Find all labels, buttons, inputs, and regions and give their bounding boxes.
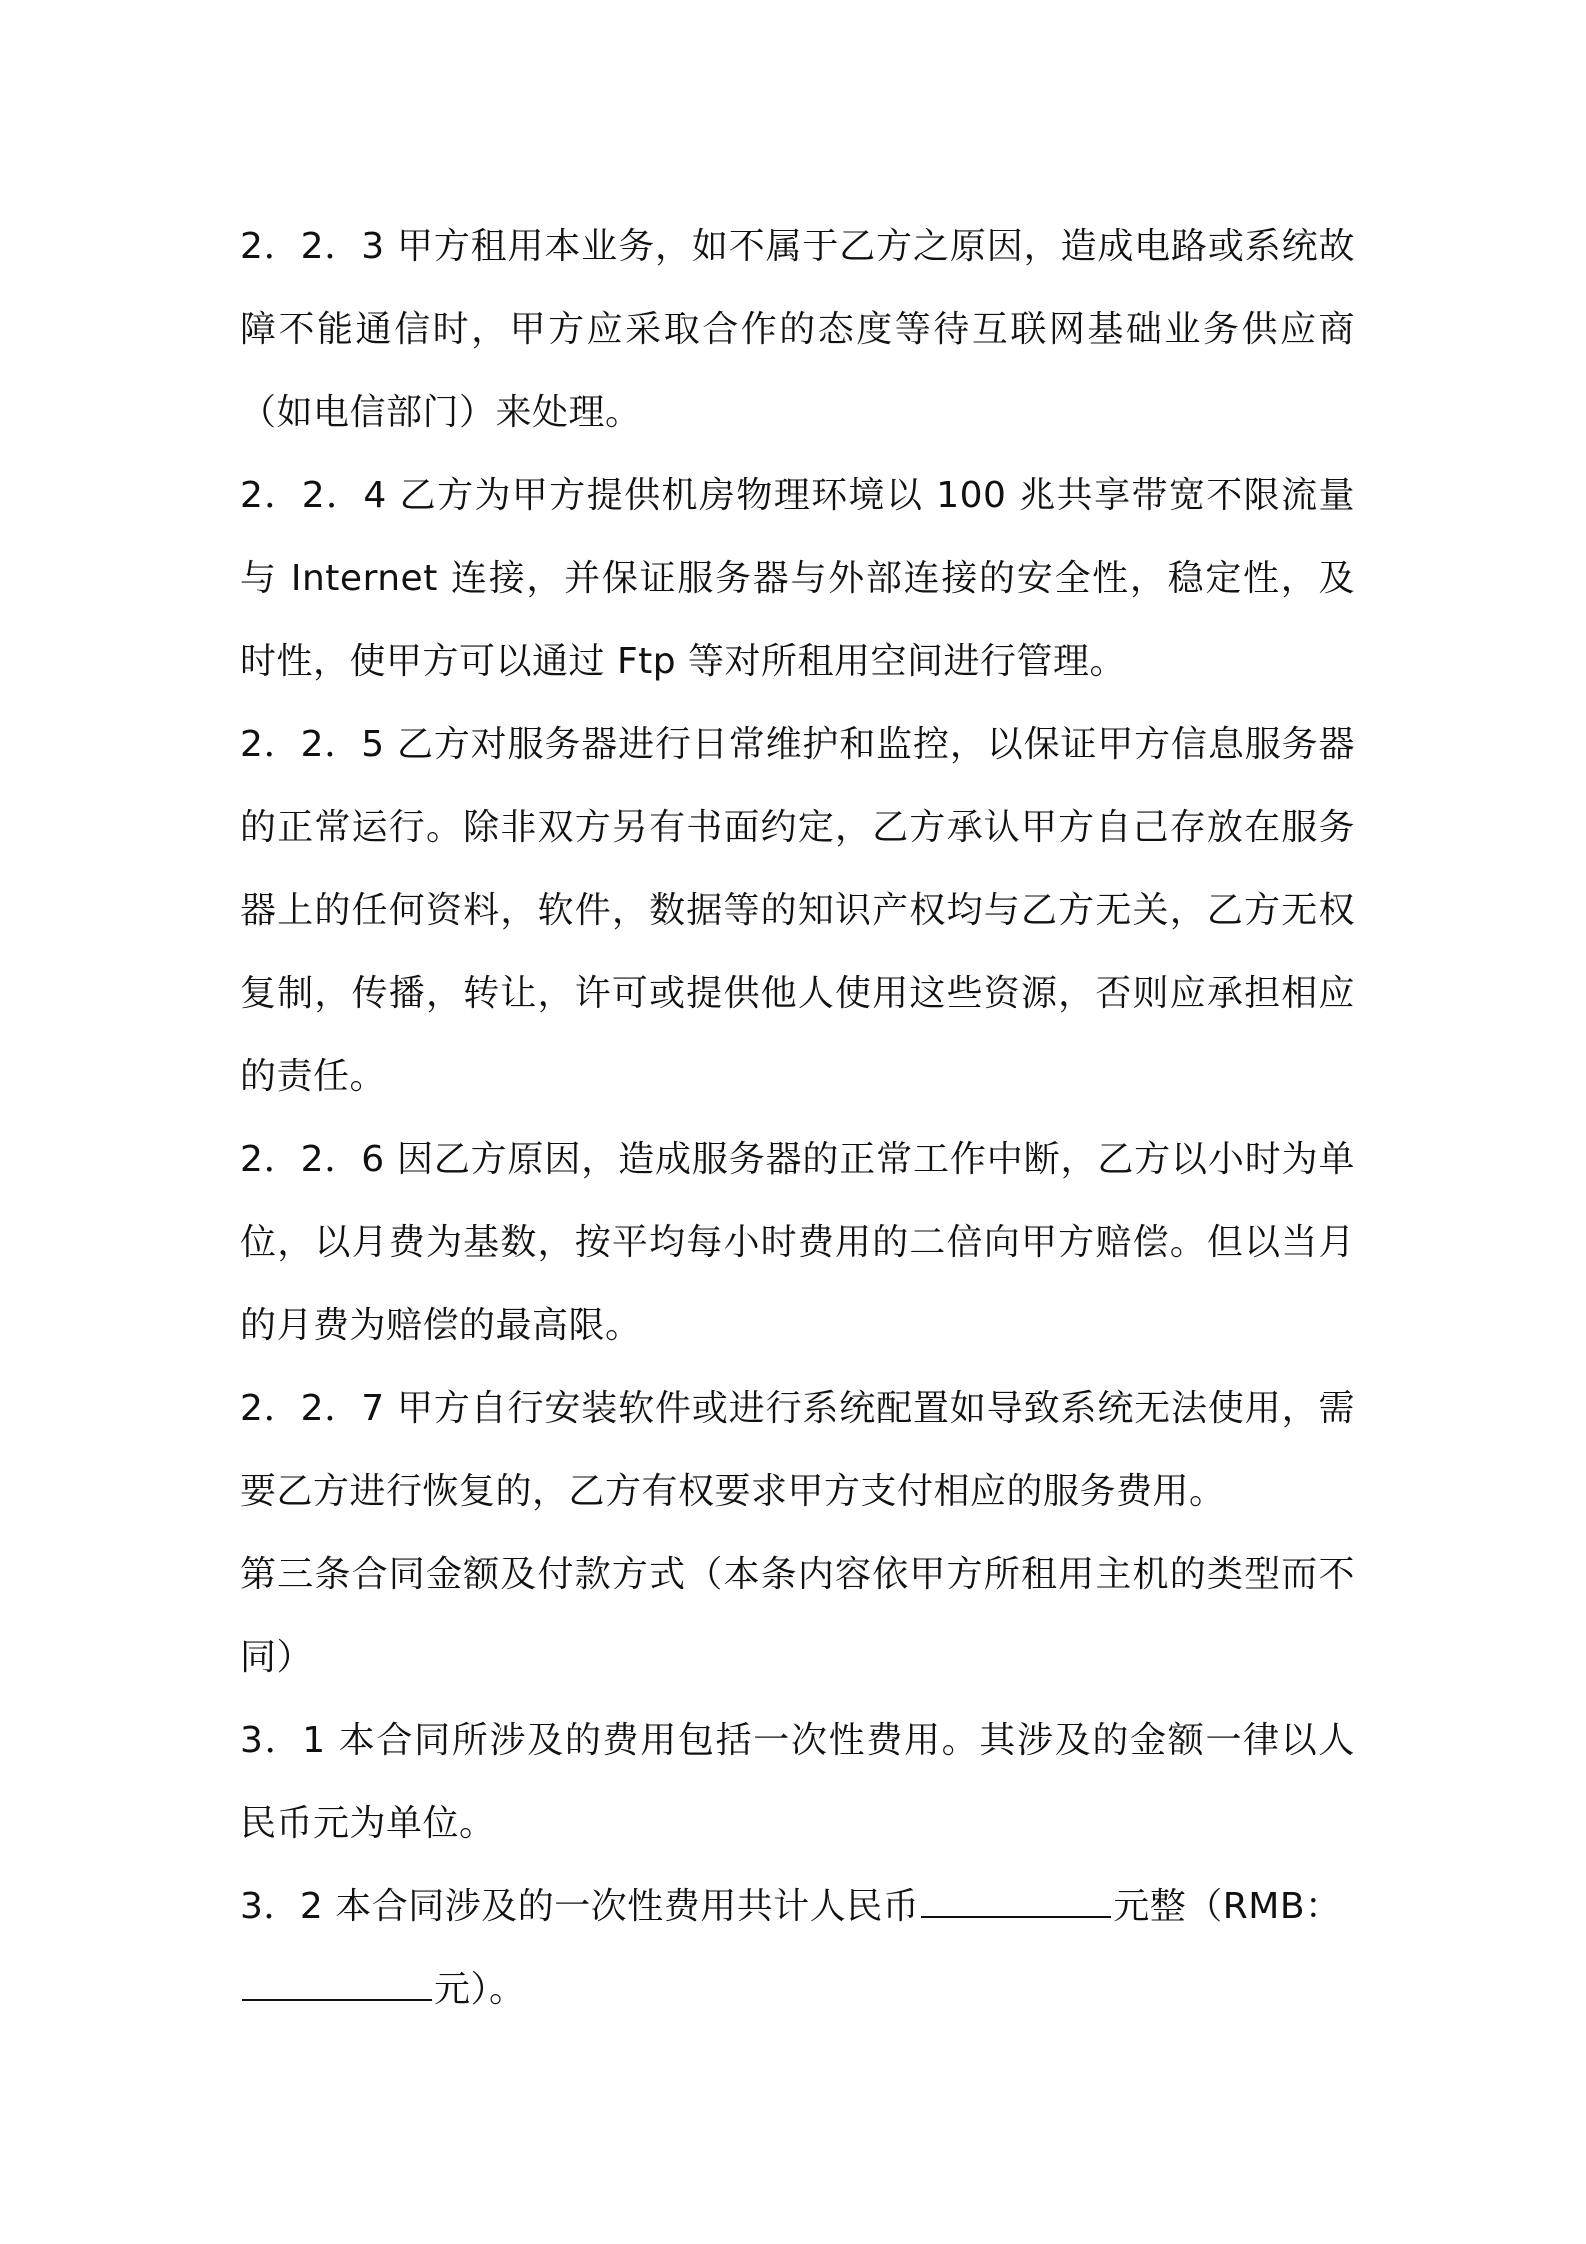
clause-2-2-7: 2．2．7 甲方自行安装软件或进行系统配置如导致系统无法使用，需要乙方进行恢复的，乙方有权要求甲方支付相应的服务费用。 xyxy=(240,1388,1355,1512)
clause-3-2-prefix: 3．2 本合同涉及的一次性费用共计人民币 xyxy=(240,1886,920,1927)
document-body xyxy=(240,205,1355,2031)
article-3-heading: 第三条合同金额及付款方式（本条内容依甲方所租用主机的类型而不同） xyxy=(240,1554,1355,1678)
clause-2-2-5: 2．2．5 乙方对服务器进行日常维护和监控，以保证甲方信息服务器的正常运行。除非双方另有书面约定，乙方承认甲方自己存放在服务器上的任何资料，软件，数据等的知识产权均与乙方无关，乙方无权复制，传播，转让，许可或提供他人使用这些资源，否则应承担相应的责任。 xyxy=(240,724,1355,1097)
amount-blank-chinese[interactable] xyxy=(921,1886,1111,1918)
clause-3-2 xyxy=(240,1865,1355,2031)
clause-3-2-suffix: 元）。 xyxy=(434,1969,526,2010)
clause-3-2-middle: 元整（RMB： xyxy=(1113,1886,1342,1927)
clause-2-2-6: 2．2．6 因乙方原因，造成服务器的正常工作中断，乙方以小时为单位，以月费为基数，按平均每小时费用的二倍向甲方赔偿。但以当月的月费为赔偿的最高限。 xyxy=(240,1139,1355,1346)
amount-blank-rmb[interactable] xyxy=(242,1969,432,2001)
clause-3-1: 3．1 本合同所涉及的费用包括一次性费用。其涉及的金额一律以人民币元为单位。 xyxy=(240,1720,1355,1844)
clause-2-2-3: 2．2．3 甲方租用本业务，如不属于乙方之原因，造成电路或系统故障不能通信时，甲方应采取合作的态度等待互联网基础业务供应商（如电信部门）来处理。 xyxy=(240,226,1355,433)
clause-2-2-4: 2．2．4 乙方为甲方提供机房物理环境以 100 兆共享带宽不限流量与 Internet 连接，并保证服务器与外部连接的安全性，稳定性，及时性，使甲方可以通过 Ftp 等对所租用空间进行管理。 xyxy=(240,475,1355,682)
